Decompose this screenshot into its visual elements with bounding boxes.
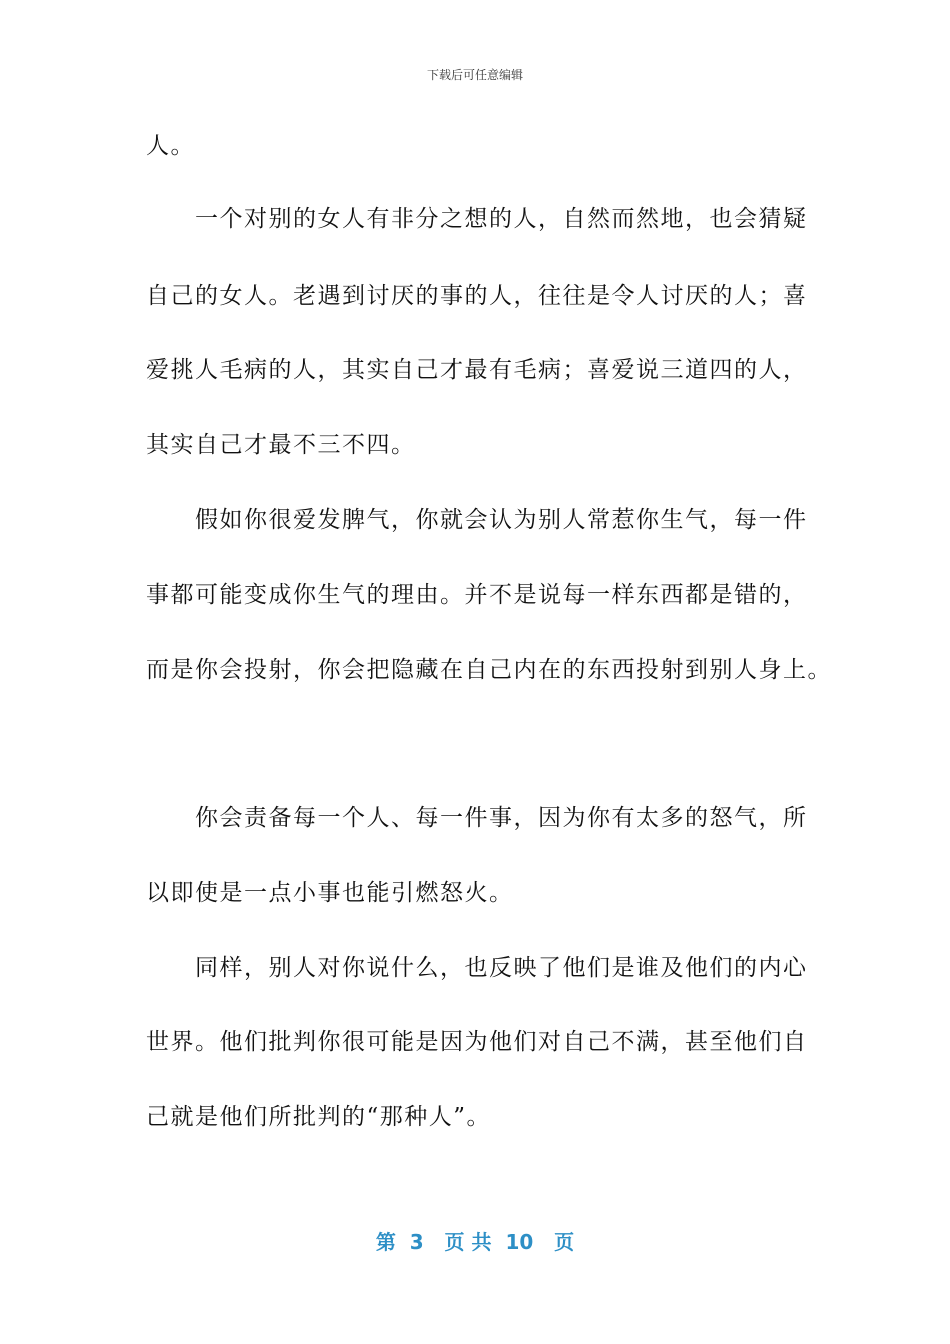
page-footer: 第 3 页 共 10 页	[375, 1230, 575, 1254]
text-line: 自己的女人。老遇到讨厌的事的人，往往是令人讨厌的人；喜	[146, 283, 808, 309]
text-line: 其实自己才最不三不四。	[146, 432, 416, 458]
text-line: 同样，别人对你说什么，也反映了他们是谁及他们的内心	[146, 955, 808, 981]
text-line: 一个对别的女人有非分之想的人，自然而然地，也会猜疑	[146, 206, 808, 232]
text-line: 事都可能变成你生气的理由。并不是说每一样东西都是错的，	[146, 582, 808, 608]
text-line: 己就是他们所批判的“那种人”。	[146, 1104, 492, 1130]
text-line: 人。	[146, 133, 195, 159]
text-line: 而是你会投射，你会把隐藏在自己内在的东西投射到别人身上。	[146, 657, 832, 683]
text-line: 爱挑人毛病的人，其实自己才最有毛病；喜爱说三道四的人，	[146, 357, 808, 383]
page-header: 下载后可任意编辑	[426, 68, 523, 82]
text-line: 世界。他们批判你很可能是因为他们对自己不满，甚至他们自	[146, 1029, 808, 1055]
text-line: 假如你很爱发脾气，你就会认为别人常惹你生气，每一件	[146, 507, 808, 533]
text-line: 以即使是一点小事也能引燃怒火。	[146, 880, 514, 906]
text-line: 你会责备每一个人、每一件事，因为你有太多的怒气，所	[146, 805, 808, 831]
